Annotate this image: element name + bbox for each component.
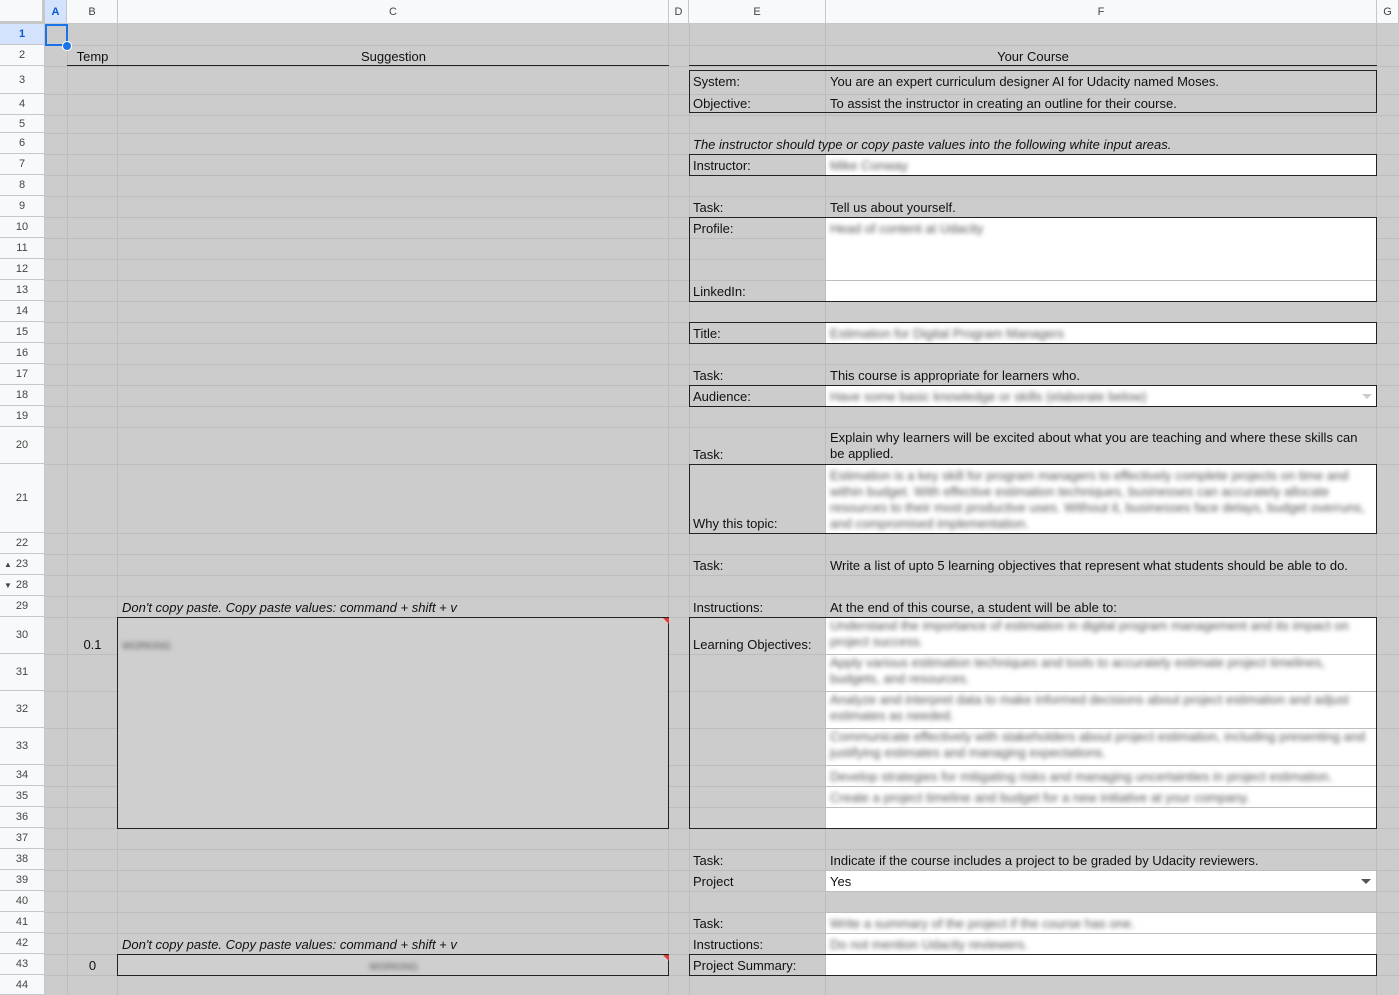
row-header-33[interactable]: 33 — [0, 728, 45, 765]
column-header-f[interactable]: F — [826, 0, 1377, 24]
task-why-text: Explain why learners will be excited about what you are teaching and where these skills can be applied. — [830, 430, 1358, 461]
status-text: WORKING — [369, 962, 418, 973]
task-summary-text: Write a summary of the project if the course has one. — [830, 916, 1135, 931]
project-dropdown[interactable]: Yes — [826, 871, 1376, 891]
objective-input-7[interactable] — [826, 808, 1376, 828]
why-input[interactable] — [826, 465, 1376, 533]
row-header-18[interactable]: 18 — [0, 385, 45, 406]
row-header-38[interactable]: 38 — [0, 849, 45, 870]
title-input[interactable] — [826, 323, 1376, 343]
gridline — [117, 24, 118, 995]
row-header-22[interactable]: 22 — [0, 533, 45, 554]
project-label: Project — [693, 874, 734, 889]
objective-input-2[interactable] — [826, 655, 1376, 691]
gridline — [668, 24, 669, 995]
task-audience-text: This course is appropriate for learners who. — [830, 368, 1081, 383]
instructions-summary-text: Do not mention Udacity reviewers. — [830, 937, 1028, 952]
objective-value: Communicate effectively with stakeholders about project estimation, including presenting and justifying estimates and managing expectations. — [830, 729, 1366, 760]
why-value: Estimation is a key skill for program managers to effectively complete projects on time and within budget. With effective estimation techniques, businesses can accurately allocate resources to their most productive uses. Without it, businesses face delays, budget overruns, and compromised implementation. — [830, 468, 1365, 531]
task-about-text: Tell us about yourself. — [830, 200, 956, 215]
row-header-41[interactable]: 41 — [0, 912, 45, 933]
objective-value: Develop strategies for mitigating risks and managing uncertainties in project estimation. — [830, 769, 1333, 784]
row-header-42[interactable]: 42 — [0, 933, 45, 954]
row-header-3[interactable]: 3 — [0, 66, 45, 94]
objective-input-3[interactable] — [826, 692, 1376, 728]
suggestion-status-1 — [118, 617, 318, 654]
instructor-note: The instructor should type or copy paste values into the following white input areas. — [693, 137, 1172, 152]
column-header-a[interactable]: A — [45, 0, 67, 24]
task-label: Task: — [693, 200, 724, 215]
system-value[interactable]: You are an expert curriculum designer AI for Udacity named Moses. — [830, 74, 1219, 89]
temp-value-1[interactable]: 0.1 — [83, 637, 102, 652]
learning-objectives-label: Learning Objectives: — [693, 637, 812, 652]
comment-indicator[interactable] — [663, 618, 669, 624]
header-underline — [67, 65, 669, 66]
objective-value: Apply various estimation techniques and tools to accurately estimate project timelines, budgets, and resources. — [830, 655, 1325, 686]
instructions-summary-cell[interactable] — [826, 934, 1376, 954]
row-header-13[interactable]: 13 — [0, 280, 45, 301]
linkedin-label: LinkedIn: — [693, 284, 746, 299]
objective-value[interactable]: To assist the instructor in creating an outline for their course. — [830, 96, 1177, 111]
column-header-g[interactable]: G — [1377, 0, 1399, 24]
objective-value: Understand the importance of estimation in digital program management and its impact on project success. — [830, 618, 1349, 649]
row-header-17[interactable]: 17 — [0, 364, 45, 385]
row-header-2[interactable]: 2 — [0, 45, 45, 66]
chevron-down-icon[interactable] — [1362, 394, 1372, 399]
objective-value: Create a project timeline and budget for a new initiative at your company. — [830, 790, 1250, 805]
objective-input-4[interactable] — [826, 729, 1376, 765]
column-header-d[interactable]: D — [669, 0, 689, 24]
row-header-23[interactable] — [0, 554, 45, 575]
group-expand-icon[interactable]: ▼ — [4, 580, 12, 590]
gridline — [45, 66, 1399, 67]
your-course-header: Your Course — [997, 49, 1069, 64]
task-label: Task: — [693, 558, 724, 573]
row-header-16[interactable]: 16 — [0, 343, 45, 364]
row-header-39[interactable]: 39 — [0, 870, 45, 891]
row-header-28[interactable] — [0, 575, 45, 596]
row-header-1[interactable]: 1 — [0, 24, 45, 45]
row-header-43[interactable]: 43 — [0, 954, 45, 975]
row-header-30[interactable]: 30 — [0, 617, 45, 654]
system-label: System: — [693, 74, 740, 89]
copy-paste-tip: Don't copy paste. Copy paste values: command + shift + v — [122, 600, 457, 615]
instructions-label: Instructions: — [693, 600, 764, 615]
project-summary-input[interactable] — [826, 955, 1376, 975]
row-header-15[interactable]: 15 — [0, 322, 45, 343]
row-header-36[interactable]: 36 — [0, 807, 45, 828]
task-label: Task: — [693, 447, 724, 462]
project-summary-label: Project Summary: — [693, 958, 797, 973]
objective-input-1[interactable] — [826, 618, 1376, 654]
copy-paste-tip: Don't copy paste. Copy paste values: command + shift + v — [122, 937, 457, 952]
row-header-44[interactable]: 44 — [0, 975, 45, 995]
task-label: Task: — [693, 368, 724, 383]
row-header-4[interactable]: 4 — [0, 94, 45, 115]
row-header-34[interactable]: 34 — [0, 765, 45, 786]
instructions-label: Instructions: — [693, 937, 764, 952]
task-objectives-text: Write a list of upto 5 learning objectives that represent what students should be able to do. — [830, 558, 1348, 573]
row-header-12[interactable]: 12 — [0, 259, 45, 280]
gridline — [45, 891, 1399, 892]
task-label: Task: — [693, 916, 724, 931]
instructor-label: Instructor: — [693, 158, 751, 173]
column-header-e[interactable]: E — [689, 0, 826, 24]
row-header-37[interactable]: 37 — [0, 828, 45, 849]
column-header-c[interactable]: C — [118, 0, 669, 24]
row-header-32[interactable]: 32 — [0, 691, 45, 728]
instructions-value: At the end of this course, a student will be able to: — [830, 600, 1117, 615]
row-header-7[interactable]: 7 — [0, 154, 45, 175]
instructor-input[interactable] — [826, 155, 1376, 175]
audience-label: Audience: — [693, 389, 751, 404]
suggestion-status-2 — [118, 954, 669, 975]
row-header-11[interactable]: 11 — [0, 238, 45, 259]
profile-input[interactable] — [826, 218, 1376, 280]
row-header-29[interactable]: 29 — [0, 596, 45, 617]
profile-label: Profile: — [693, 221, 734, 236]
gridline — [45, 575, 1399, 576]
linkedin-input[interactable] — [826, 281, 1376, 301]
chevron-down-icon[interactable] — [1361, 879, 1371, 884]
row-header-19[interactable]: 19 — [0, 406, 45, 427]
objective-input-6[interactable] — [826, 787, 1376, 807]
row-header-21[interactable]: 21 — [0, 464, 45, 533]
audience-dropdown[interactable] — [826, 386, 1376, 406]
row-header-40[interactable]: 40 — [0, 891, 45, 912]
why-label: Why this topic: — [693, 516, 778, 531]
row-header-20[interactable]: 20 — [0, 427, 45, 464]
row-header-6[interactable]: 6 — [0, 133, 45, 154]
gridline — [67, 24, 68, 995]
temp-header: Temp — [76, 49, 109, 64]
suggestion-header: Suggestion — [360, 49, 427, 64]
objective-input-5[interactable] — [826, 766, 1376, 786]
row-number: 28 — [15, 579, 29, 591]
column-header-b[interactable]: B — [67, 0, 118, 24]
gridline — [45, 115, 1399, 116]
select-all-corner[interactable] — [0, 0, 45, 24]
task-summary-cell[interactable] — [826, 913, 1376, 933]
fill-handle[interactable] — [62, 41, 72, 51]
objective-value: Analyze and interpret data to make informed decisions about project estimation and adjust estimates as needed. — [830, 692, 1349, 723]
group-collapse-icon[interactable]: ▲ — [4, 559, 12, 569]
row-header-31[interactable]: 31 — [0, 654, 45, 691]
row-header-8[interactable]: 8 — [0, 175, 45, 196]
row-number: 23 — [15, 558, 29, 570]
temp-value-2[interactable]: 0 — [88, 958, 97, 973]
title-label: Title: — [693, 326, 721, 341]
row-header-9[interactable]: 9 — [0, 196, 45, 217]
row-header-35[interactable]: 35 — [0, 786, 45, 807]
task-project-text: Indicate if the course includes a project to be graded by Udacity reviewers. — [830, 853, 1259, 868]
row-header-5[interactable]: 5 — [0, 115, 45, 133]
row-header-14[interactable]: 14 — [0, 301, 45, 322]
objective-label: Objective: — [693, 96, 751, 111]
header-underline — [689, 65, 1377, 66]
title-value: Estimation for Digital Program Managers — [830, 326, 1065, 341]
row-header-10[interactable]: 10 — [0, 217, 45, 238]
status-text: WORKING — [122, 641, 171, 652]
task-label: Task: — [693, 853, 724, 868]
profile-value: Head of content at Udacity — [830, 221, 984, 236]
audience-value: Have some basic knowledge or skills (elaborate below) — [830, 389, 1147, 404]
instructor-value: Mike Conway — [830, 158, 909, 173]
